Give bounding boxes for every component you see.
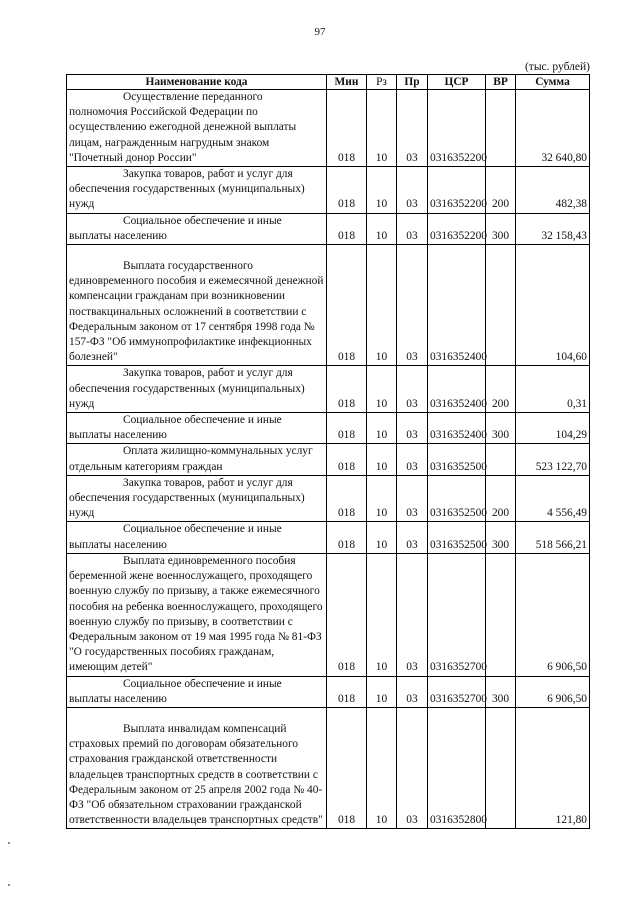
row-min: 018 [327,366,367,413]
scan-speck [8,842,10,844]
table-row [67,245,590,366]
row-csr: 0316352200 [428,213,486,244]
table-header-row [67,75,590,90]
row-pr: 03 [397,522,428,553]
row-csr: 0316352500 [428,522,486,553]
scan-speck [8,884,10,886]
row-vr [486,90,516,167]
table-row [67,707,590,828]
units-label: (тыс. рублей) [524,61,590,73]
row-pr: 03 [397,167,428,214]
row-min: 018 [327,167,367,214]
row-name: Осуществление переданного полномочия Российской Федерации по осуществлению ежегодной денежной выплаты лицам, награжденным нагрудным знаком "Почетный донор России" [69,91,297,164]
row-csr: 0316352400 [428,366,486,413]
header-rz: Рз [367,75,397,90]
row-csr: 0316352800 [428,707,486,828]
row-vr: 300 [486,413,516,444]
row-name: Закупка товаров, работ и услуг для обеспечения государственных (муниципальных) нужд [69,367,305,410]
row-name: Закупка товаров, работ и услуг для обеспечения государственных (муниципальных) нужд [69,168,305,211]
row-min: 018 [327,90,367,167]
row-min: 018 [327,475,367,522]
row-min: 018 [327,413,367,444]
row-pr: 03 [397,90,428,167]
row-pr: 03 [397,676,428,707]
row-csr: 0316352700 [428,553,486,676]
row-rz: 10 [367,245,397,366]
row-min: 018 [327,553,367,676]
header-min: Мин [327,75,367,90]
header-csr: ЦСР [428,75,486,90]
row-min: 018 [327,444,367,475]
row-pr: 03 [397,413,428,444]
row-csr: 0316352500 [428,475,486,522]
row-pr: 03 [397,707,428,828]
row-sum: 32 640,80 [516,90,590,167]
table-row [67,553,590,676]
row-name: Социальное обеспечение и иные выплаты населению [69,523,282,551]
budget-table [66,74,590,829]
row-pr: 03 [397,553,428,676]
row-csr: 0316352200 [428,167,486,214]
row-sum: 482,38 [516,167,590,214]
row-name: Социальное обеспечение и иные выплаты населению [69,214,282,242]
row-min: 018 [327,522,367,553]
row-sum: 104,60 [516,245,590,366]
table-row [67,475,590,522]
row-vr: 200 [486,366,516,413]
row-rz: 10 [367,366,397,413]
table-row [67,213,590,244]
row-sum: 4 556,49 [516,475,590,522]
row-vr: 200 [486,475,516,522]
row-min: 018 [327,707,367,828]
header-sum: Сумма [516,75,590,90]
row-sum: 523 122,70 [516,444,590,475]
row-rz: 10 [367,444,397,475]
row-vr [486,444,516,475]
table-row [67,676,590,707]
header-name: Наименование кода [67,75,327,90]
row-min: 018 [327,245,367,366]
table-row [67,167,590,214]
row-csr: 0316352500 [428,444,486,475]
row-csr: 0316352700 [428,676,486,707]
row-vr: 300 [486,522,516,553]
row-rz: 10 [367,707,397,828]
row-sum: 32 158,43 [516,213,590,244]
row-rz: 10 [367,475,397,522]
row-name: Закупка товаров, работ и услуг для обеспечения государственных (муниципальных) нужд [69,476,305,520]
row-vr [486,707,516,828]
row-csr: 0316352400 [428,245,486,366]
row-sum: 6 906,50 [516,553,590,676]
table-row [67,366,590,413]
row-vr: 300 [486,676,516,707]
row-name: Социальное обеспечение и иные выплаты населению [69,677,282,705]
row-rz: 10 [367,213,397,244]
row-csr: 0316352400 [428,413,486,444]
row-sum: 518 566,21 [516,522,590,553]
row-vr: 300 [486,213,516,244]
row-rz: 10 [367,553,397,676]
row-sum: 121,80 [516,707,590,828]
header-vr: ВР [486,75,516,90]
table-row [67,444,590,475]
row-sum: 0,31 [516,366,590,413]
row-name: Выплата инвалидам компенсаций страховых премий по договорам обязательного страхования гражданской ответственности владельцев транспортных средств в соответствии с Федеральным законом от 25 апреля 2002 года № 40-ФЗ "Об обязательном страховании гражданской ответственности владельцев транспортных средств" [69,722,323,827]
row-name: Выплата государственного единовременного пособия и ежемесячной денежной компенсации гражданам при возникновении поствакцинальных осложнений в соответствии с Федеральным законом от 17 сентября 1998 года № 157-ФЗ "Об иммунопрофилактике инфекционных болезней" [69,260,324,364]
row-name: Оплата жилищно-коммунальных услуг отдельным категориям граждан [69,445,313,473]
row-pr: 03 [397,245,428,366]
row-sum: 6 906,50 [516,676,590,707]
row-sum: 104,29 [516,413,590,444]
row-name: Социальное обеспечение и иные выплаты населению [69,414,282,442]
row-vr [486,553,516,676]
row-name: Выплата единовременного пособия беременной жене военнослужащего, проходящего военную службу по призыву, а также ежемесячного пособия на ребенка военнослужащего, проходящего военную службу по призыву, в соответствии с Федеральным законом от 19 мая 1995 года № 81-ФЗ "О государственных пособиях гражданам, имеющим детей" [69,554,323,674]
table-row [67,90,590,167]
row-rz: 10 [367,413,397,444]
row-pr: 03 [397,444,428,475]
row-pr: 03 [397,366,428,413]
row-pr: 03 [397,213,428,244]
row-csr: 0316352200 [428,90,486,167]
row-rz: 10 [367,676,397,707]
table-row [67,522,590,553]
header-pr: Пр [397,75,428,90]
row-vr: 200 [486,167,516,214]
row-min: 018 [327,676,367,707]
row-min: 018 [327,213,367,244]
table-row [67,413,590,444]
row-rz: 10 [367,522,397,553]
row-pr: 03 [397,475,428,522]
page-number: 97 [314,26,326,38]
row-rz: 10 [367,90,397,167]
row-rz: 10 [367,167,397,214]
row-vr [486,245,516,366]
